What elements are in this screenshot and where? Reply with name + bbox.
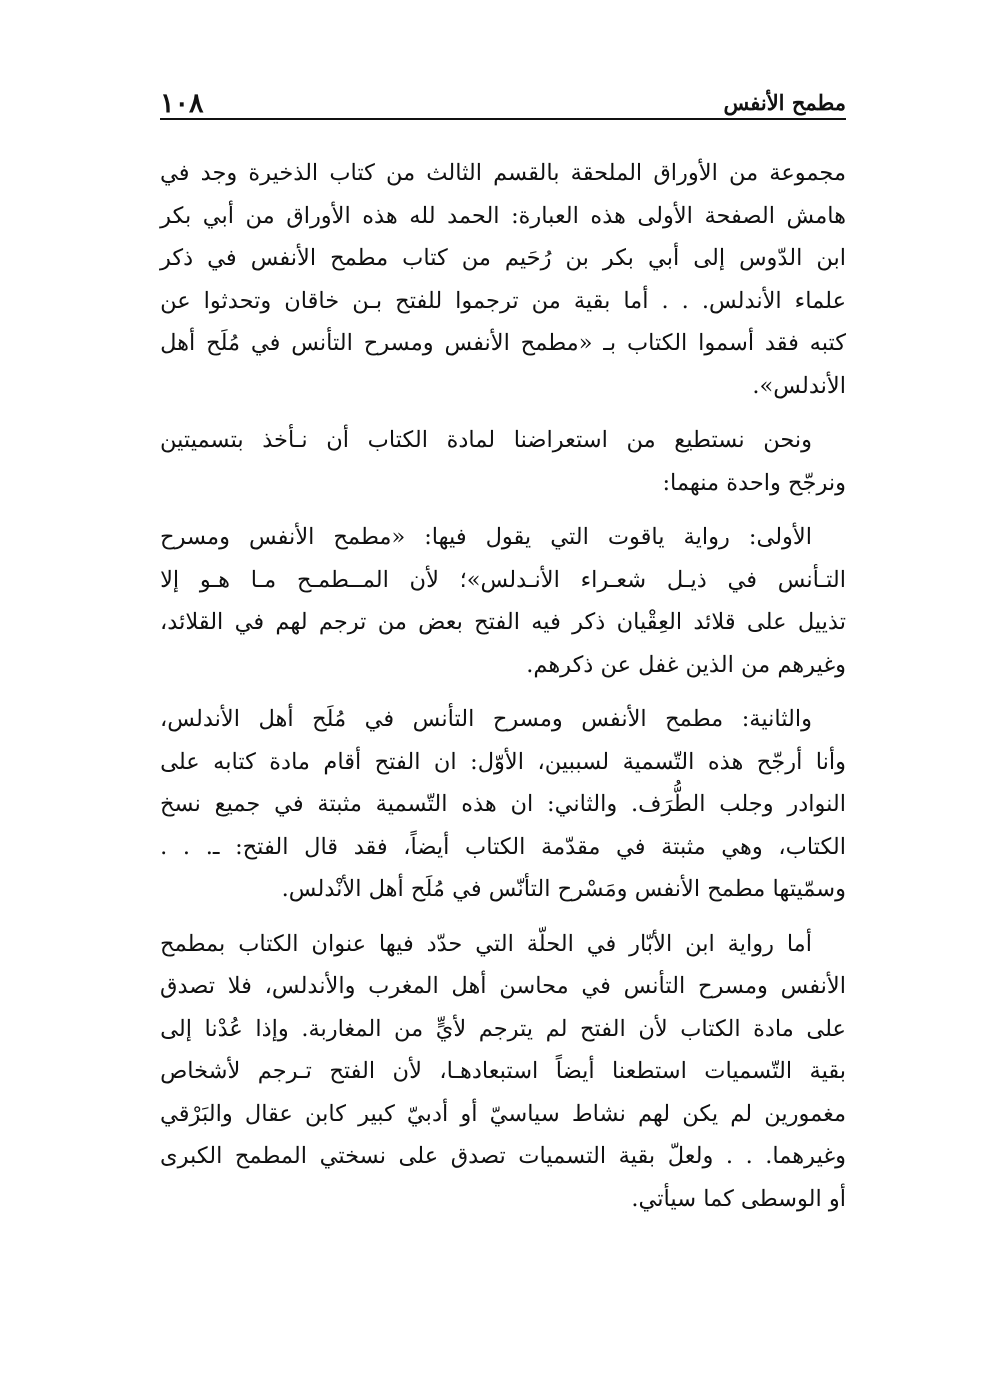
paragraph — [160, 516, 846, 686]
text-line: الكتاب، وهي مثبتة في مقدّمة الكتاب أيضاً، فقد قال الفتح: ـ. . . — [160, 833, 846, 860]
text-line: علماء الأندلس. . . أما بقية من ترجموا للفتح بـن خاقان وتحدثوا عن — [160, 287, 846, 314]
text-line: والثانية: مطمح الأنفس ومسرح التأنس في مُلَح أهل الأندلس، — [160, 706, 812, 732]
text-line: التـأنس في ذيـل شعـراء الأنـدلس»؛ لأن المــطمـح مـا هـو إلا — [160, 566, 846, 593]
paragraph — [160, 698, 846, 911]
text-line: أو الوسطى كما سيأتي. — [631, 1185, 846, 1212]
text-line: ونحن نستطيع من استعراضنا لمادة الكتاب أن نـأخذ بتسميتين — [160, 427, 812, 453]
text-line: الأندلس». — [752, 372, 846, 399]
text-line: الأولى: رواية ياقوت التي يقول فيها: «مطمح الأنفس ومسرح — [160, 524, 812, 550]
paragraph — [160, 419, 846, 504]
text-line: وسمّيتها مطمح الأنفس ومَسْرح التأنّس في مُلَح أهل الأنْدلس. — [281, 876, 846, 902]
body-text — [160, 152, 846, 1232]
text-line: مغمورين لم يكن لهم نشاط سياسيّ أو أدبيّ كبير كابن عقال والبَرْقي — [160, 1100, 846, 1127]
text-line: النوادر وجلب الطُّرَف. والثاني: ان هذه التّسمية مثبتة في جميع نسخ — [160, 791, 846, 817]
running-header — [160, 80, 846, 120]
text-line: أما رواية ابن الأبّار في الحلّة التي حدّد فيها عنوان الكتاب بمطمح — [160, 930, 812, 957]
paragraph — [160, 923, 846, 1221]
text-line: ونرجّح واحدة منهما: — [662, 469, 846, 496]
text-line: ابن الدّوس إلى أبي بكر بن رُحَيم من كتاب مطمح الأنفس في ذكر — [160, 245, 846, 271]
text-line: تذييل على قلائد العِقْيان ذكر فيه الفتح بعض من ترجم لهم في القلائد، — [160, 609, 846, 635]
paragraph — [160, 152, 846, 407]
text-line: الأنفس ومسرح التأنس في محاسن أهل المغرب والأندلس، فلا تصدق — [160, 973, 846, 999]
text-line: على مادة الكتاب لأن الفتح لم يترجم لأيٍّ من المغاربة. وإذا عُدْنا إلى — [160, 1015, 846, 1042]
text-line: وأنا أرجّح هذه التّسمية لسببين، الأوّل: ان الفتح أقام مادة كتابه على — [160, 748, 846, 775]
text-line: وغيرهم من الذين غفل عن ذكرهم. — [526, 651, 846, 678]
running-title: مطمح الأنفس — [723, 90, 846, 115]
header-rule — [160, 118, 846, 120]
text-line: كتبه فقد أسموا الكتاب بـ «مطمح الأنفس ومسرح التأنس في مُلَح أهل — [160, 330, 846, 356]
text-line: وغيرهما. . . ولعلّ بقية التسميات تصدق على نسختي المطمح الكبرى — [160, 1143, 846, 1169]
page-number: ١٠٨ — [160, 88, 204, 119]
text-line: مجموعة من الأوراق الملحقة بالقسم الثالث من كتاب الذخيرة وجد في — [160, 160, 846, 186]
text-line: بقية التّسميات استطعنا أيضاً استبعادهـا، لأن الفتح تـرجم لأشخاص — [160, 1058, 846, 1084]
text-line: هامش الصفحة الأولى هذه العبارة: الحمد لله هذه الأوراق من أبي بكر — [160, 202, 846, 229]
